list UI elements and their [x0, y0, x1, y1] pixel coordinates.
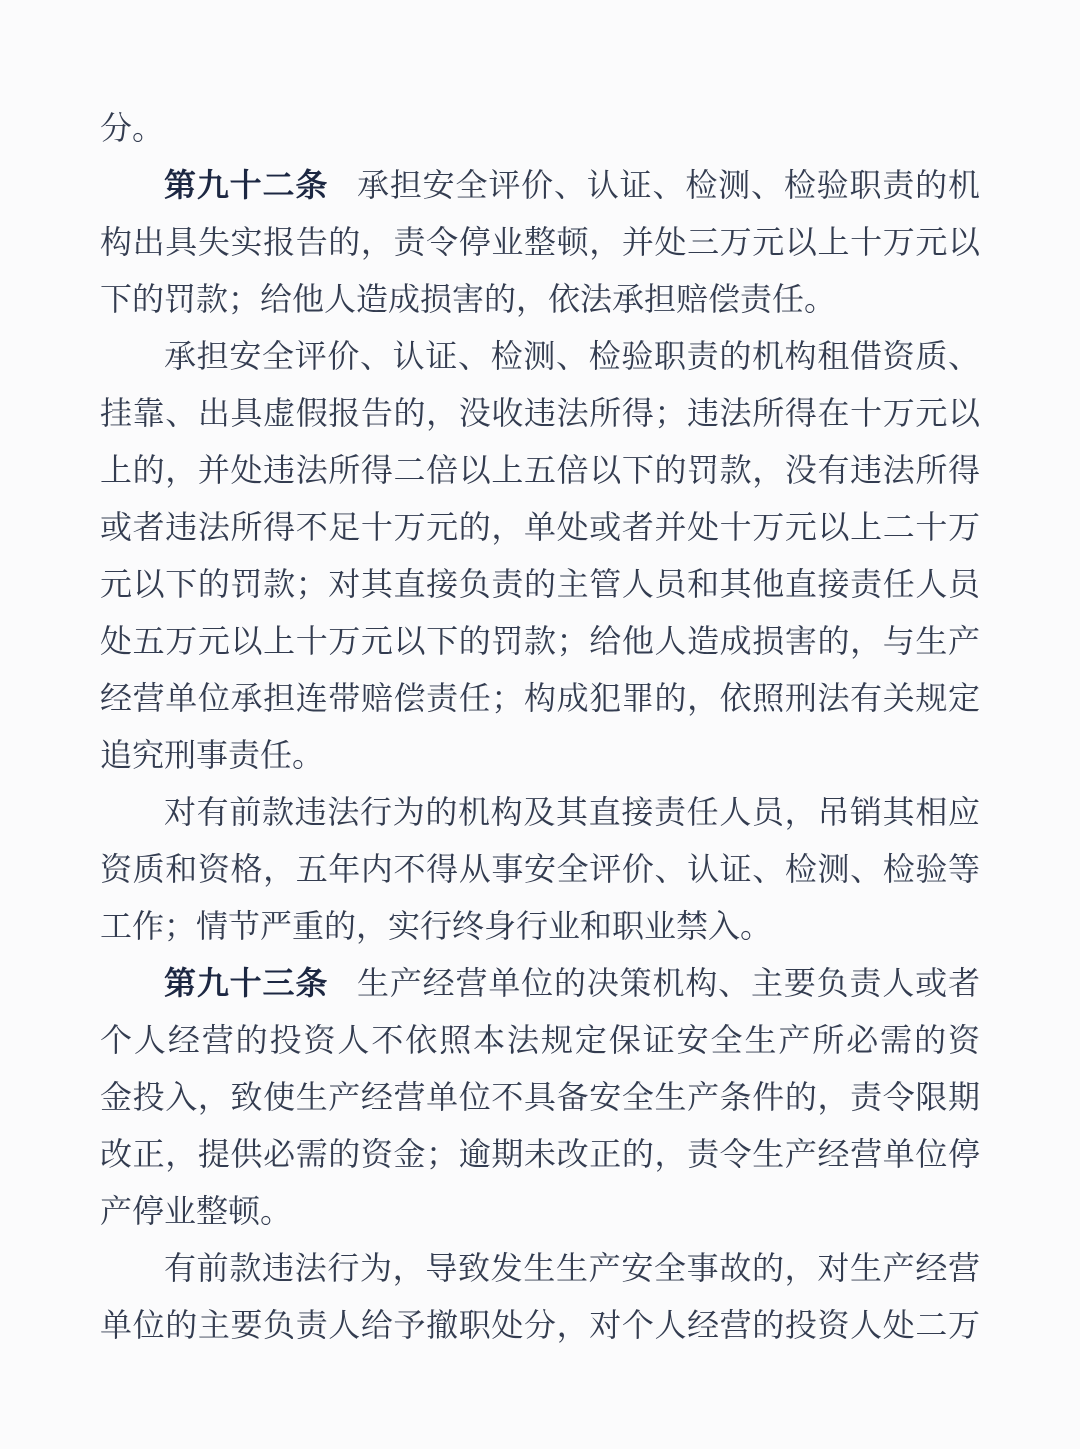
- text-line: [100, 328, 980, 385]
- line-text: 挂靠、出具虚假报告的，没收违法所得；违法所得在十万元以: [100, 395, 980, 431]
- paragraph: [100, 1240, 980, 1354]
- text-line: [100, 271, 980, 328]
- line-text: 或者违法所得不足十万元的，单处或者并处十万元以上二十万: [100, 509, 980, 545]
- text-line: [100, 1297, 980, 1354]
- line-text: 承担安全评价、认证、检测、检验职责的机: [356, 167, 980, 203]
- line-text: 上的，并处违法所得二倍以上五倍以下的罚款，没有违法所得: [100, 452, 980, 488]
- paragraph: [100, 955, 980, 1240]
- article-number-gap: [328, 993, 356, 994]
- text-line: [100, 955, 980, 1012]
- line-text: 构出具失实报告的，责令停业整顿，并处三万元以上十万元以: [100, 224, 980, 260]
- paragraph: [100, 784, 980, 955]
- text-line: [100, 442, 980, 499]
- text-line: [100, 898, 980, 955]
- line-text: 经营单位承担连带赔偿责任；构成犯罪的，依照刑法有关规定: [100, 680, 980, 716]
- line-text: 工作；情节严重的，实行终身行业和职业禁入。: [100, 908, 773, 944]
- text-line: [100, 1069, 980, 1126]
- text-line: [100, 499, 980, 556]
- line-text: 承担安全评价、认证、检测、检验职责的机构租借资质、: [164, 338, 980, 374]
- line-text: 元以下的罚款；对其直接负责的主管人员和其他直接责任人员: [100, 566, 980, 602]
- text-line: [100, 1126, 980, 1183]
- text-line: [100, 784, 980, 841]
- line-text: 下的罚款；给他人造成损害的，依法承担赔偿责任。: [100, 281, 837, 317]
- line-text: 金投入，致使生产经营单位不具备安全生产条件的，责令限期: [100, 1079, 980, 1115]
- text-line: [100, 1183, 980, 1240]
- line-text: 有前款违法行为，导致发生生产安全事故的，对生产经营: [164, 1250, 980, 1286]
- article-number: 第九十二条: [164, 167, 329, 203]
- line-text: 改正，提供必需的资金；逾期未改正的，责令生产经营单位停: [100, 1136, 980, 1172]
- paragraph: [100, 328, 980, 784]
- paragraph: [100, 157, 980, 328]
- paragraph: [100, 100, 980, 157]
- legal-text-block: [100, 100, 980, 1354]
- text-line: [100, 727, 980, 784]
- text-line: [100, 670, 980, 727]
- text-line: [100, 1012, 980, 1069]
- text-line: [100, 100, 980, 157]
- line-text: 个人经营的投资人不依照本法规定保证安全生产所必需的资: [100, 1022, 980, 1058]
- line-text: 产停业整顿。: [100, 1193, 293, 1229]
- text-line: [100, 556, 980, 613]
- line-text: 对有前款违法行为的机构及其直接责任人员，吊销其相应: [164, 794, 980, 830]
- article-number: 第九十三条: [164, 965, 329, 1001]
- line-text: 资质和资格，五年内不得从事安全评价、认证、检测、检验等: [100, 851, 980, 887]
- line-text: 单位的主要负责人给予撤职处分，对个人经营的投资人处二万: [100, 1307, 980, 1343]
- line-text: 处五万元以上十万元以下的罚款；给他人造成损害的，与生产: [100, 623, 980, 659]
- line-text: 生产经营单位的决策机构、主要负责人或者: [356, 965, 980, 1001]
- text-line: [100, 613, 980, 670]
- text-line: [100, 214, 980, 271]
- text-line: [100, 157, 980, 214]
- line-text: 分。: [100, 110, 165, 146]
- text-line: [100, 385, 980, 442]
- article-number-gap: [328, 195, 356, 196]
- text-line: [100, 841, 980, 898]
- text-line: [100, 1240, 980, 1297]
- line-text: 追究刑事责任。: [100, 737, 325, 773]
